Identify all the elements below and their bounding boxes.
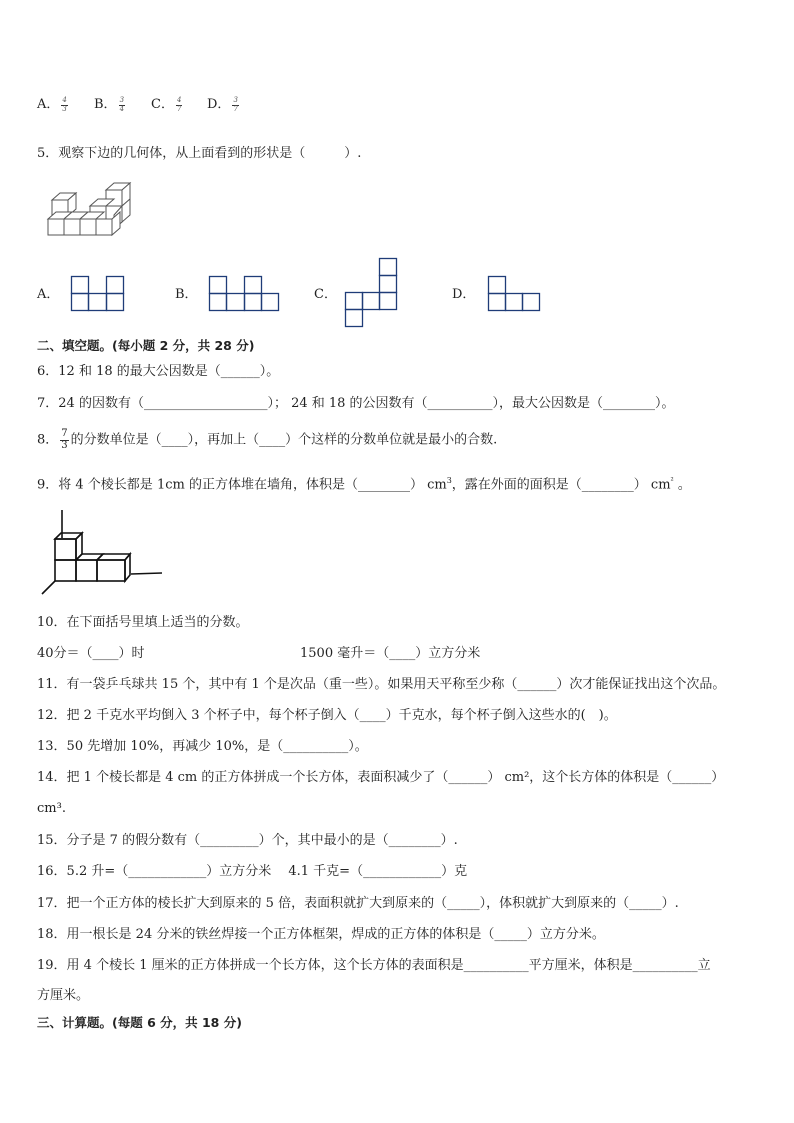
question-15: 15．分子是 7 的假分数有（_________）个，其中最小的是（________）. — [37, 833, 458, 848]
q5-option-b-figure — [209, 276, 281, 312]
q5-option-d-label: D． — [452, 287, 476, 302]
question-9: 9．将 4 个棱长都是 1cm 的正方体堆在墙角，体积是（________） $cm^3$，露在外面的面积是（________） $cm^{^2}$ 。 — [37, 476, 691, 493]
question-16: 16．5.2 升=（____________）立方分米 4.1 千克=（____________）克 — [37, 864, 468, 879]
question-14-line-2: cm³. — [37, 801, 66, 816]
question-10-part-2: 1500 毫升＝（____）立方分米 — [300, 646, 481, 661]
q9-corner-cubes-figure — [38, 508, 164, 596]
question-10-part-1: 40分＝（____）时 — [37, 646, 145, 661]
question-17: 17．把一个正方体的棱长扩大到原来的 5 倍，表面积就扩大到原来的（_____），体积就扩大到原来的（_____）. — [37, 896, 679, 911]
question-12: 12．把 2 千克水平均倒入 3 个杯子中，每个杯子倒入（____）千克水，每个杯子倒入这些水的( )。 — [37, 708, 617, 723]
question-5: 5．观察下边的几何体，从上面看到的形状是（ ）. — [37, 146, 362, 161]
question-11: 11．有一袋乒乓球共 15 个，其中有 1 个是次品（重一些）。如果用天平称至少称（______）次才能保证找出这个次品。 — [37, 677, 726, 692]
q5-option-a-label: A． — [37, 287, 60, 302]
q5-option-c-figure — [345, 258, 399, 328]
q4-option-d: D． $\frac{3}{7}$ — [207, 95, 238, 113]
question-18: 18．用一根长是 24 分米的铁丝焊接一个正方体框架，焊成的正方体的体积是（_____）立方分米。 — [37, 927, 605, 942]
question-19-line-2: 方厘米。 — [37, 988, 90, 1003]
question-10: 10．在下面括号里填上适当的分数。 — [37, 615, 249, 630]
q4-option-c: C． $\frac{4}{7}$ — [151, 95, 182, 113]
q5-option-c-label: C． — [314, 287, 337, 302]
question-6: 6．12 和 18 的最大公因数是（______）。 — [37, 364, 280, 379]
q4-option-a: A． $\frac{4}{3}$ — [37, 95, 67, 113]
question-8: 8． $\frac{7}{3}$ 的分数单位是（____），再加上（____）个这样的分数单位就是最小的合数. — [37, 428, 498, 451]
q5-solid-figure — [46, 182, 136, 244]
q5-option-a-figure — [71, 276, 125, 312]
section-3-heading: 三、计算题。(每题 6 分，共 18 分) — [37, 1015, 242, 1030]
question-19-line-1: 19．用 4 个棱长 1 厘米的正方体拼成一个长方体，这个长方体的表面积是__________平方厘米，体积是__________立 — [37, 958, 711, 973]
question-14-line-1: 14．把 1 个棱长都是 4 cm 的正方体拼成一个长方体，表面积减少了（______） cm²，这个长方体的体积是（______） — [37, 770, 725, 785]
question-13: 13．50 先增加 10%，再减少 10%，是（__________）。 — [37, 739, 368, 754]
section-2-heading: 二、填空题。(每小题 2 分，共 28 分) — [37, 338, 255, 353]
question-7: 7．24 的因数有（___________________）； 24 和 18 的公因数有（__________），最大公因数是（________）。 — [37, 396, 675, 411]
q5-option-d-figure — [488, 276, 542, 312]
q5-option-b-label: B． — [175, 287, 198, 302]
q4-option-b: B． $\frac{3}{4}$ — [94, 95, 125, 113]
